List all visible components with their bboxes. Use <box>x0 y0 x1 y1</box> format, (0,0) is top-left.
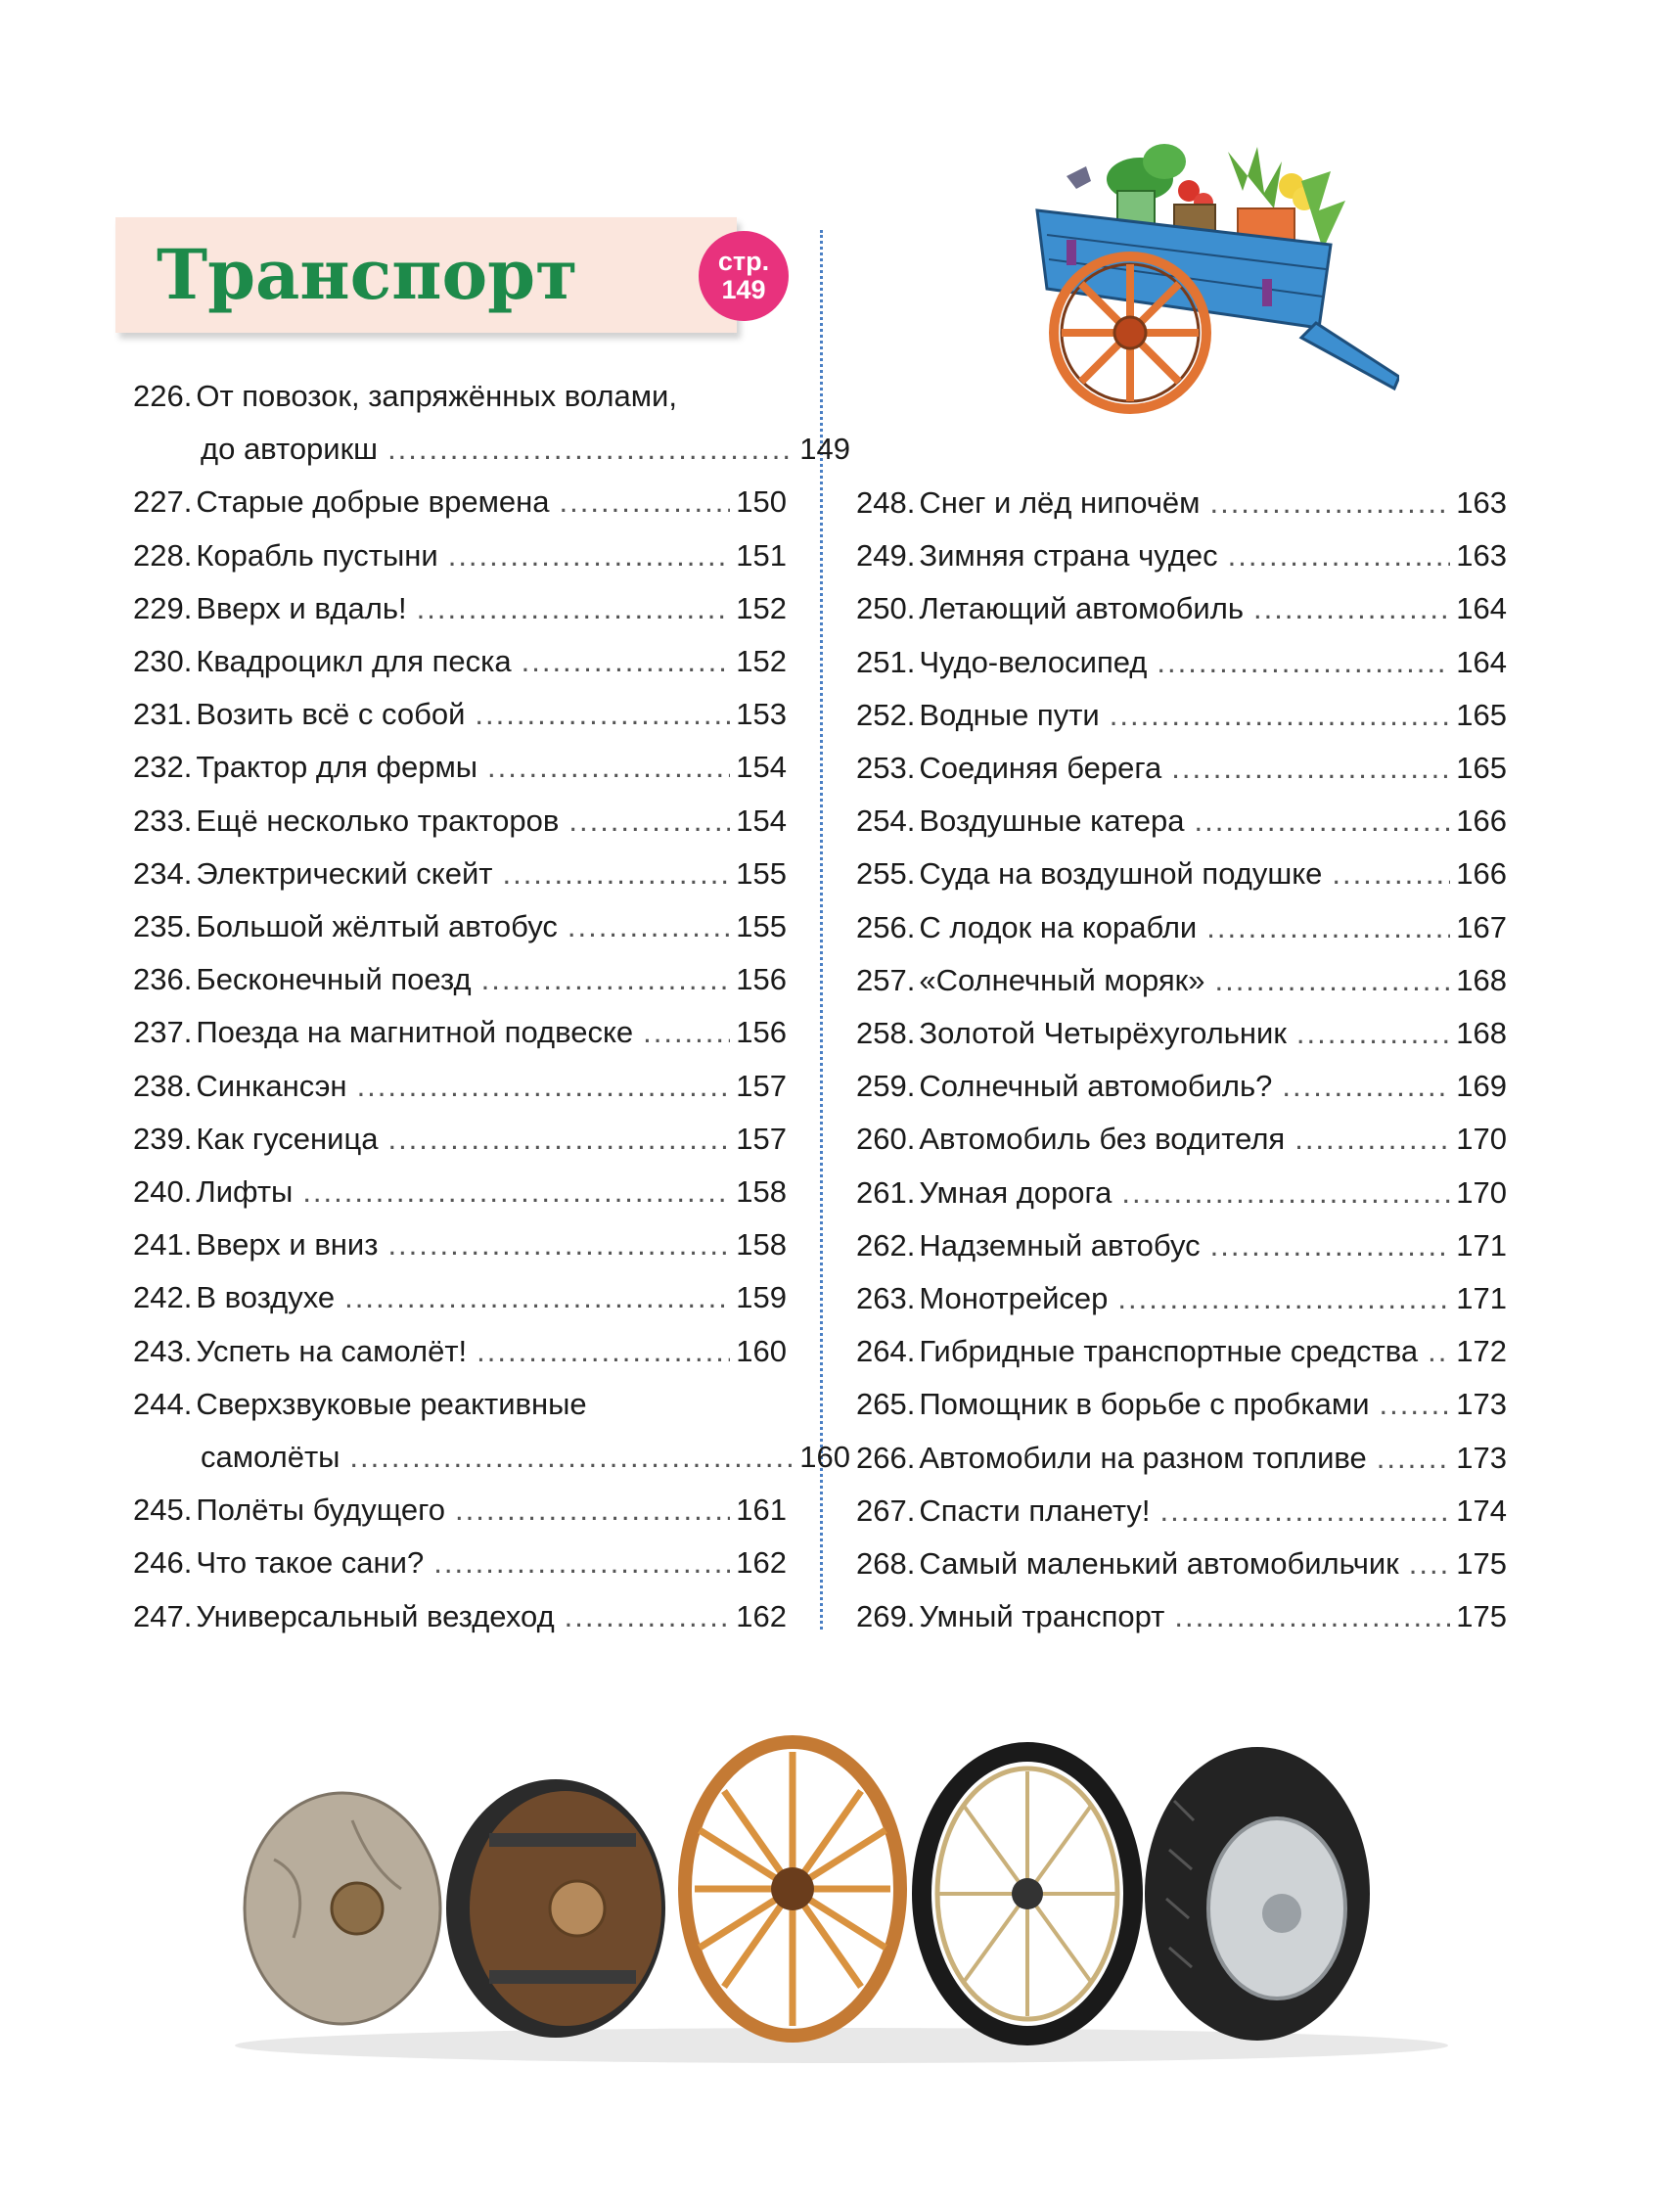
toc-page: 175 <box>1456 1546 1507 1582</box>
toc-entry[interactable] <box>133 1325 787 1378</box>
toc-number: 243. <box>133 1333 193 1368</box>
toc-entry[interactable] <box>856 795 1507 848</box>
stone-wheel <box>245 1793 440 2024</box>
toc-entry[interactable] <box>856 477 1507 529</box>
toc-page: 165 <box>1456 751 1507 786</box>
section-title: Транспорт <box>157 234 578 315</box>
toc-title: Самый маленький автомобильчик <box>919 1546 1399 1582</box>
page-badge <box>699 231 789 321</box>
toc-number: 234. <box>133 855 193 891</box>
toc-page: 155 <box>736 909 787 944</box>
toc-leader-dots <box>1296 1007 1450 1060</box>
toc-page: 172 <box>1456 1334 1507 1369</box>
toc-number: 261. <box>856 1174 916 1210</box>
toc-leader-dots <box>568 900 730 953</box>
toc-leader-dots <box>560 476 731 528</box>
toc-title: Водные пути <box>919 697 1100 732</box>
toc-title: Автомобили на разном топливе <box>919 1440 1367 1475</box>
toc-page: 155 <box>736 855 787 891</box>
spoked-rubber-wheel <box>922 1752 1133 2036</box>
toc-leader-dots <box>1209 477 1450 529</box>
toc-number: 233. <box>133 803 193 838</box>
toc-entry[interactable] <box>856 1219 1507 1272</box>
toc-page: 162 <box>736 1545 787 1581</box>
toc-title: Автомобиль без водителя <box>919 1122 1286 1157</box>
toc-leader-dots <box>1294 1113 1450 1166</box>
toc-entry[interactable] <box>856 1590 1507 1643</box>
toc-entry[interactable] <box>133 1537 787 1589</box>
toc-page: 171 <box>1456 1227 1507 1263</box>
toc-entry[interactable] <box>133 1271 787 1324</box>
toc-leader-dots <box>565 1590 731 1643</box>
toc-number: 229. <box>133 590 193 625</box>
toc-leader-dots <box>1380 1378 1451 1431</box>
toc-number: 231. <box>133 697 193 732</box>
toc-page: 162 <box>736 1598 787 1633</box>
toc-title: Монотрейсер <box>919 1281 1109 1316</box>
toc-page: 152 <box>736 644 787 679</box>
toc-page: 175 <box>1456 1599 1507 1634</box>
toc-number: 238. <box>133 1068 193 1103</box>
toc-leader-dots <box>481 953 731 1006</box>
page-badge-number: 149 <box>721 275 766 304</box>
toc-leader-dots <box>1121 1167 1450 1219</box>
toc-entry[interactable] <box>856 1485 1507 1538</box>
toc-number: 244. <box>133 1386 193 1421</box>
cart-wheel <box>1054 256 1206 409</box>
toc-number: 269. <box>856 1599 916 1634</box>
wheels-illustration <box>205 1713 1477 2085</box>
toc-entry[interactable] <box>856 1432 1507 1485</box>
toc-title: От повозок, запряжённых волами, <box>196 379 677 413</box>
toc-title: Помощник в борьбе с пробками <box>919 1387 1370 1422</box>
toc-page: 157 <box>736 1121 787 1156</box>
toc-page: 161 <box>736 1493 787 1528</box>
toc-leader-dots <box>387 1218 730 1271</box>
toc-title: «Солнечный моряк» <box>919 962 1205 997</box>
toc-title: Старые добрые времена <box>196 484 550 520</box>
toc-number: 253. <box>856 751 916 786</box>
toc-page: 152 <box>736 590 787 625</box>
toc-number: 236. <box>133 962 193 997</box>
toc-title: Квадроцикл для песка <box>196 644 512 679</box>
modern-tire <box>1145 1747 1370 2041</box>
toc-number: 239. <box>133 1121 193 1156</box>
toc-leader-dots <box>1157 636 1450 689</box>
toc-title: Гибридные транспортные средства <box>919 1334 1419 1369</box>
toc-title: Поезда на магнитной подвеске <box>196 1015 634 1050</box>
toc-title: Сверхзвуковые реактивные <box>196 1386 587 1421</box>
toc-page: 157 <box>736 1068 787 1103</box>
toc-leader-dots <box>387 423 794 476</box>
toc-entry[interactable] <box>133 1484 787 1537</box>
toc-entry[interactable] <box>856 1325 1507 1378</box>
cart-illustration <box>1008 132 1399 426</box>
toc-leader-dots <box>1210 1219 1451 1272</box>
toc-entry[interactable] <box>133 1060 787 1113</box>
toc-number: 252. <box>856 697 916 732</box>
toc-title: Умная дорога <box>919 1174 1112 1210</box>
toc-number: 255. <box>856 856 916 892</box>
toc-page: 160 <box>799 1440 850 1475</box>
toc-page: 164 <box>1456 644 1507 679</box>
toc-title: Суда на воздушной подушке <box>919 856 1323 892</box>
toc-page: 171 <box>1456 1281 1507 1316</box>
toc-title: Ещё несколько тракторов <box>196 803 560 838</box>
toc-title: Большой жёлтый автобус <box>196 909 558 944</box>
toc-title: Электрический скейт <box>196 855 493 891</box>
toc-entry[interactable] <box>133 582 787 635</box>
toc-leader-dots <box>349 1431 794 1484</box>
toc-entry[interactable] <box>856 1113 1507 1166</box>
toc-page: 153 <box>736 697 787 732</box>
toc-entry[interactable] <box>856 1272 1507 1325</box>
toc-leader-dots <box>1253 582 1450 635</box>
toc-entry[interactable] <box>133 688 787 741</box>
toc-entry[interactable] <box>856 529 1507 582</box>
toc-title: Бесконечный поезд <box>196 962 472 997</box>
toc-page: 173 <box>1456 1387 1507 1422</box>
toc-right-column <box>856 477 1507 1643</box>
toc-entry[interactable] <box>133 1006 787 1059</box>
toc-leader-dots <box>1171 742 1450 795</box>
toc-page: 169 <box>1456 1069 1507 1104</box>
toc-title: Трактор для фермы <box>196 750 478 785</box>
toc-number: 251. <box>856 644 916 679</box>
toc-number: 258. <box>856 1016 916 1051</box>
toc-entry[interactable] <box>856 954 1507 1007</box>
toc-number: 249. <box>856 538 916 574</box>
toc-page: 170 <box>1456 1122 1507 1157</box>
toc-page: 163 <box>1456 485 1507 520</box>
toc-title: Воздушные катера <box>919 804 1185 839</box>
toc-leader-dots <box>643 1006 730 1059</box>
toc-page: 154 <box>736 750 787 785</box>
toc-entry[interactable] <box>133 848 787 900</box>
toc-entry[interactable] <box>133 1218 787 1271</box>
toc-page: 165 <box>1456 697 1507 732</box>
toc-entry[interactable] <box>133 370 850 476</box>
toc-leader-dots <box>448 529 731 582</box>
toc-title: Вверх и вдаль! <box>196 590 407 625</box>
toc-leader-dots <box>1110 689 1451 742</box>
toc-number: 260. <box>856 1122 916 1157</box>
toc-page: 174 <box>1456 1493 1507 1528</box>
toc-page: 166 <box>1456 804 1507 839</box>
toc-page: 170 <box>1456 1174 1507 1210</box>
toc-entry[interactable] <box>856 582 1507 635</box>
toc-number: 262. <box>856 1227 916 1263</box>
toc-leader-dots <box>1214 954 1450 1007</box>
toc-entry[interactable] <box>856 1538 1507 1590</box>
toc-number: 264. <box>856 1334 916 1369</box>
toc-entry[interactable] <box>856 1167 1507 1219</box>
toc-page: 168 <box>1456 1016 1507 1051</box>
toc-title: Зимняя страна чудес <box>919 538 1218 574</box>
toc-number: 257. <box>856 962 916 997</box>
toc-entry[interactable] <box>133 529 787 582</box>
toc-page: 156 <box>736 1015 787 1050</box>
toc-number: 247. <box>133 1598 193 1633</box>
toc-title: Спасти планету! <box>919 1493 1151 1528</box>
toc-entry[interactable] <box>133 635 787 688</box>
toc-number: 250. <box>856 591 916 626</box>
toc-leader-dots <box>1206 901 1450 954</box>
toc-number: 256. <box>856 909 916 944</box>
toc-leader-dots <box>1428 1325 1450 1378</box>
toc-title: Универсальный вездеход <box>196 1598 555 1633</box>
toc-title: Успеть на самолёт! <box>196 1333 468 1368</box>
toc-title: Как гусеница <box>196 1121 379 1156</box>
toc-number: 246. <box>133 1545 193 1581</box>
toc-entry[interactable] <box>133 795 787 848</box>
toc-number: 267. <box>856 1493 916 1528</box>
toc-page: 150 <box>736 484 787 520</box>
toc-entry[interactable] <box>856 1007 1507 1060</box>
toc-title: Умный транспорт <box>919 1599 1165 1634</box>
toc-page: 158 <box>736 1174 787 1210</box>
toc-page: 154 <box>736 803 787 838</box>
toc-number: 228. <box>133 537 193 573</box>
toc-title: Чудо-велосипед <box>919 644 1148 679</box>
toc-number: 265. <box>856 1387 916 1422</box>
toc-title: Надземный автобус <box>919 1227 1201 1263</box>
toc-number: 232. <box>133 750 193 785</box>
toc-leader-dots <box>455 1484 730 1537</box>
toc-entry[interactable] <box>856 901 1507 954</box>
toc-leader-dots <box>387 1113 730 1166</box>
toc-leader-dots <box>302 1166 730 1218</box>
toc-title: Лифты <box>196 1174 294 1210</box>
toc-entry[interactable] <box>133 900 787 953</box>
toc-number: 227. <box>133 484 193 520</box>
toc-entry[interactable] <box>133 953 787 1006</box>
toc-number: 230. <box>133 644 193 679</box>
toc-page: 163 <box>1456 538 1507 574</box>
toc-title: Снег и лёд нипочём <box>919 485 1201 520</box>
toc-left-column <box>133 370 850 1643</box>
toc-entry[interactable] <box>133 1378 850 1484</box>
toc-number: 226. <box>133 379 193 413</box>
toc-title: Летающий автомобиль <box>919 591 1244 626</box>
toc-leader-dots <box>522 635 731 688</box>
toc-number: 237. <box>133 1015 193 1050</box>
toc-page: 158 <box>736 1227 787 1263</box>
toc-entry[interactable] <box>856 742 1507 795</box>
toc-entry[interactable] <box>856 1378 1507 1431</box>
toc-title: до авторикш <box>201 432 379 467</box>
toc-title: В воздухе <box>196 1280 336 1315</box>
toc-title: Золотой Четырёхугольник <box>919 1016 1287 1051</box>
toc-number: 235. <box>133 909 193 944</box>
toc-title: Синкансэн <box>196 1068 347 1103</box>
toc-entry[interactable] <box>133 1590 787 1643</box>
toc-title: Соединяя берега <box>919 751 1162 786</box>
toc-entry[interactable] <box>856 636 1507 689</box>
toc-page: 164 <box>1456 591 1507 626</box>
wooden-plank-wheel <box>446 1779 665 2038</box>
toc-page: 173 <box>1456 1440 1507 1475</box>
toc-leader-dots <box>1117 1272 1450 1325</box>
toc-title: Возить всё с собой <box>196 697 466 732</box>
toc-entry[interactable] <box>133 1113 787 1166</box>
toc-leader-dots <box>487 741 730 794</box>
toc-page: 149 <box>799 432 850 467</box>
toc-leader-dots <box>417 582 731 635</box>
toc-title: самолёты <box>201 1440 341 1475</box>
toc-leader-dots <box>568 795 730 848</box>
toc-title: С лодок на корабли <box>919 909 1198 944</box>
toc-leader-dots <box>1195 795 1451 848</box>
toc-entry[interactable] <box>133 1166 787 1218</box>
toc-title: Корабль пустыни <box>196 537 438 573</box>
toc-title: Что такое сани? <box>196 1545 425 1581</box>
toc-entry[interactable] <box>133 476 787 528</box>
toc-number: 259. <box>856 1069 916 1104</box>
toc-page: 160 <box>736 1333 787 1368</box>
toc-leader-dots <box>502 848 730 900</box>
toc-title: Вверх и вниз <box>196 1227 379 1263</box>
toc-leader-dots <box>357 1060 731 1113</box>
toc-entry[interactable] <box>133 741 787 794</box>
toc-leader-dots <box>344 1271 730 1324</box>
toc-leader-dots <box>1409 1538 1451 1590</box>
toc-leader-dots <box>1174 1590 1450 1643</box>
toc-page: 156 <box>736 962 787 997</box>
toc-leader-dots <box>1228 529 1451 582</box>
toc-page: 166 <box>1456 856 1507 892</box>
toc-number: 263. <box>856 1281 916 1316</box>
toc-number: 241. <box>133 1227 193 1263</box>
toc-entry[interactable] <box>856 848 1507 900</box>
toc-leader-dots <box>1377 1432 1450 1485</box>
toc-number: 245. <box>133 1493 193 1528</box>
toc-entry[interactable] <box>856 1060 1507 1113</box>
toc-title: Полёты будущего <box>196 1493 446 1528</box>
toc-number: 266. <box>856 1440 916 1475</box>
toc-page: 168 <box>1456 962 1507 997</box>
toc-leader-dots <box>433 1537 730 1589</box>
toc-leader-dots <box>477 1325 730 1378</box>
toc-page: 151 <box>736 537 787 573</box>
spoked-wooden-wheel <box>685 1742 900 2036</box>
toc-page: 159 <box>736 1280 787 1315</box>
toc-number: 268. <box>856 1546 916 1582</box>
toc-number: 242. <box>133 1280 193 1315</box>
toc-title: Солнечный автомобиль? <box>919 1069 1273 1104</box>
page-badge-label: стр. <box>717 247 770 276</box>
toc-number: 240. <box>133 1174 193 1210</box>
toc-number: 248. <box>856 485 916 520</box>
toc-leader-dots <box>1332 848 1450 900</box>
toc-entry[interactable] <box>856 689 1507 742</box>
toc-leader-dots <box>1160 1485 1451 1538</box>
toc-number: 254. <box>856 804 916 839</box>
toc-leader-dots <box>475 688 730 741</box>
toc-leader-dots <box>1282 1060 1450 1113</box>
toc-page: 167 <box>1456 909 1507 944</box>
